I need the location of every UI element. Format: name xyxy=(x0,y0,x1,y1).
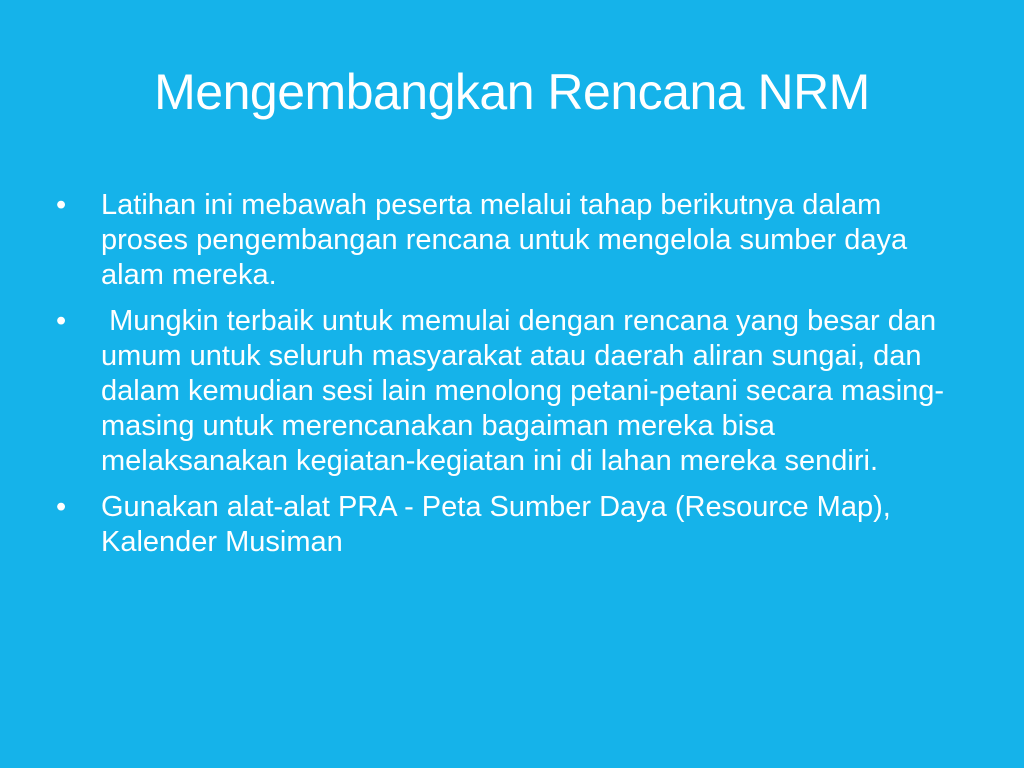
bullet-text: Mungkin terbaik untuk memulai dengan rencana yang besar dan umum untuk seluruh masyarakat atau daerah aliran sungai, dan dalam kemudian sesi lain menolong petani-petani secara masing-masing untuk merencanakan bagaiman mereka bisa melaksanakan kegiatan-kegiatan ini di lahan mereka sendiri. xyxy=(101,305,945,477)
bullet-marker: • xyxy=(56,189,67,221)
bullet-marker: • xyxy=(56,305,67,337)
bullet-item xyxy=(56,490,966,560)
slide-title: Mengembangkan Rencana NRM xyxy=(154,64,870,120)
bullet-marker: • xyxy=(56,491,67,523)
bullet-text: Gunakan alat-alat PRA - Peta Sumber Daya (Resource Map), Kalender Musiman xyxy=(101,491,891,558)
bullet-item xyxy=(56,188,966,293)
bullet-list xyxy=(56,188,966,571)
bullet-text: Latihan ini mebawah peserta melalui tahap berikutnya dalam proses pengembangan rencana untuk mengelola sumber daya alam mereka. xyxy=(101,189,908,291)
bullet-item xyxy=(56,304,966,479)
